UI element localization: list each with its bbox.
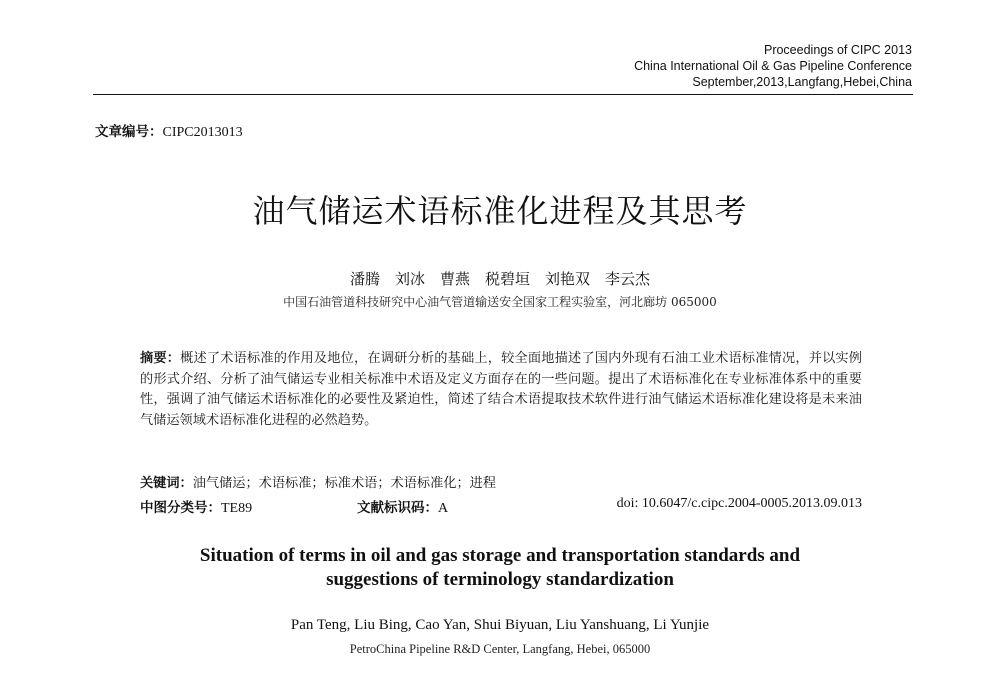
abstract — [140, 349, 862, 431]
keywords — [140, 472, 496, 491]
english-title — [0, 544, 1000, 592]
article-number-label: 文章编号： — [95, 124, 163, 140]
header-proceedings-title: Proceedings of CIPC 2013 — [763, 43, 912, 57]
chinese-affiliation: 中国石油管道科技研究中心油气管道输送安全国家工程实验室，河北廊坊 065000 — [283, 295, 717, 309]
header-rule — [93, 94, 913, 95]
article-number-value: CIPC2013013 — [162, 125, 243, 140]
doc-value: A — [438, 501, 449, 516]
doi: doi: 10.6047/c.cipc.2004-0005.2013.09.013 — [616, 496, 862, 511]
abstract-text: 概述了术语标准的作用及地位，在调研分析的基础上，较全面地描述了国内外现有石油工业术语标准情况，并以实例的形式介绍、分析了油气储运专业相关标准中术语及定义方面存在的一些问题。提出了术语标准化在专业标准体系中的重要性，强调了油气储运术语标准化的必要性及紧迫性，简述了结合术语提取技术软件进行油气储运术语标准化建设将是未来油气储运领域术语标准化进程的必然趋势。 — [140, 351, 862, 428]
abstract-label: 摘要： — [140, 351, 181, 366]
article-number — [95, 120, 243, 141]
header-conference-name: China International Oil & Gas Pipeline Conference — [634, 59, 912, 73]
classification-row — [140, 496, 862, 516]
keywords-text: 油气储运；术语标准；标准术语；术语标准化；进程 — [192, 476, 497, 491]
english-authors: Pan Teng, Liu Bing, Cao Yan, Shui Biyuan, Liu Yanshuang, Li Yunjie — [290, 617, 710, 633]
clc-value: TE89 — [221, 501, 253, 516]
document-code — [357, 496, 448, 517]
chinese-authors: 潘腾 刘冰 曹燕 税碧垣 刘艳双 李云杰 — [349, 270, 650, 288]
english-affiliation: PetroChina Pipeline R&D Center, Langfang, Hebei, 065000 — [349, 642, 651, 656]
header-date-location: September,2013,Langfang,Hebei,China — [692, 75, 912, 89]
keywords-label: 关键词： — [140, 476, 193, 491]
proceedings-header — [634, 42, 912, 90]
clc-code — [140, 496, 252, 517]
chinese-title: 油气储运术语标准化进程及其思考 — [252, 192, 748, 230]
doc-label: 文献标识码： — [357, 500, 438, 516]
clc-label: 中图分类号： — [140, 500, 221, 516]
english-title-line-1: Situation of terms in oil and gas storage and transportation standards and — [199, 545, 801, 566]
english-title-line-2: suggestions of terminology standardization — [326, 569, 674, 590]
